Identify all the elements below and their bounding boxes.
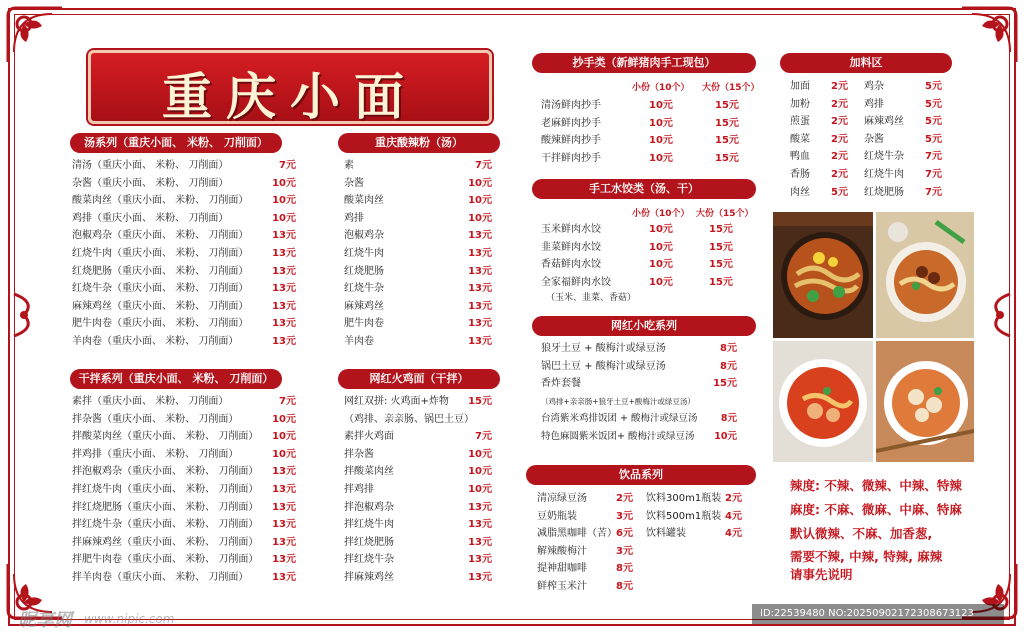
list-item: 网红双拼: 火鸡面+炸物 15元: [344, 396, 492, 407]
list-item: 拌鸡排（重庆小面、 米粉、 刀削面） 10元: [72, 448, 296, 460]
list-item: 羊肉卷 13元: [344, 335, 492, 347]
list-item: 红烧牛杂 7元: [864, 151, 942, 163]
list-item: 拌泡椒鸡杂 13元: [344, 501, 492, 513]
list-item: 香菇鲜肉水饺 10元 15元: [541, 259, 733, 271]
numbness-level-line: 麻度: 不麻、微麻、中麻、特麻: [790, 502, 962, 517]
spice-level-line: 辣度: 不辣、微辣、中辣、特辣: [790, 478, 962, 493]
list-item: 鸡排 10元: [344, 212, 492, 224]
list-item: 韭菜鲜肉水饺 10元 15元: [541, 241, 733, 253]
title-banner: [88, 50, 492, 124]
list-item: 泡椒鸡杂（重庆小面、 米粉、 刀削面） 13元: [72, 230, 296, 242]
list-item: 台湾紫米鸡排饭团 + 酸梅汁或绿豆汤 8元: [541, 413, 737, 425]
snack-section-header: 网红小吃系列: [532, 316, 756, 336]
noodle-photo: [876, 341, 974, 462]
default-line: 默认微辣、不麻、加香葱,: [790, 526, 933, 541]
list-item: 清凉绿豆汤 2元: [537, 493, 633, 504]
list-item: 拌红烧牛杂（重庆小面、 米粉、 刀削面） 13元: [72, 519, 296, 531]
wonton-section-header: 抄手类（新鲜猪肉手工现包）: [532, 53, 756, 73]
dumpling-section-header: 手工水饺类（汤、干）: [532, 179, 756, 199]
list-item: 杂酱 10元: [344, 177, 492, 189]
list-item: 玉米鲜肉水饺 10元 15元: [541, 224, 733, 235]
dumpling-col-large: 大份（15个）: [696, 209, 754, 219]
hotpot-list: [344, 393, 492, 587]
noodle-photo: [773, 212, 873, 338]
list-item: 拌杂酱 10元: [344, 448, 492, 460]
notice-line: 请事先说明: [790, 567, 853, 582]
list-item: 加面 2元: [790, 81, 848, 92]
list-item: 拌红烧肥肠（重庆小面、 米粉、 刀削面） 13元: [72, 501, 296, 513]
list-item: 素拌（重庆小面、 米粉、 刀削面） 7元: [72, 396, 296, 407]
dumpling-col-small: 小份（10个）: [632, 209, 690, 219]
noodle-photo: [876, 212, 974, 338]
corner-ornament-icon: [952, 2, 1022, 72]
list-item: 拌麻辣鸡丝 13元: [344, 571, 492, 583]
list-item: 拌酸菜肉丝 10元: [344, 466, 492, 478]
page-title: 重庆小面: [162, 67, 418, 126]
list-item: 拌羊肉卷（重庆小面、 米粉、 刀削面） 13元: [72, 571, 296, 583]
dry-list: [72, 393, 296, 587]
list-item: 杂酱 5元: [864, 133, 942, 145]
drinks-list-left: [537, 490, 633, 596]
list-item: 拌酸菜肉丝（重庆小面、 米粉、 刀削面） 10元: [72, 431, 296, 443]
list-item: 香炸套餐 15元: [541, 378, 737, 390]
list-item: 酸菜 2元: [790, 133, 848, 145]
dry-section-header: 干拌系列（重庆小面、 米粉、 刀削面）: [70, 369, 282, 389]
list-item: 麻辣鸡丝（重庆小面、 米粉、 刀削面） 13元: [72, 300, 296, 312]
list-item: 拌麻辣鸡丝（重庆小面、 米粉、 刀削面） 13元: [72, 536, 296, 548]
dumpling-list: [541, 221, 747, 291]
list-item: 酸菜肉丝 10元: [344, 195, 492, 207]
list-item: 煎蛋 2元: [790, 116, 848, 128]
list-item: 提神甜咖啡 8元: [537, 563, 633, 575]
list-item: 特色麻圆紫米饭团+ 酸梅汁或绿豆汤 10元: [541, 430, 737, 442]
list-item: 麻辣鸡丝 5元: [864, 116, 942, 128]
list-item: 泡椒鸡杂 13元: [344, 230, 492, 242]
list-item: 拌杂酱（重庆小面、 米粉、 刀削面） 10元: [72, 413, 296, 425]
list-item: 羊肉卷（重庆小面、 米粉、 刀削面） 13元: [72, 335, 296, 347]
list-item: 减脂黑咖啡（苦） 6元: [537, 528, 633, 540]
list-item: 酸辣鲜肉抄手 10元 15元: [541, 135, 739, 147]
side-ornament-icon: [10, 290, 40, 340]
list-item: 豆奶瓶装 3元: [537, 510, 633, 522]
sour-section-header: 重庆酸辣粉（汤）: [338, 133, 500, 153]
snack-list: [541, 340, 737, 446]
list-item: 饮料300m1瓶装 2元: [646, 493, 742, 504]
list-item: 素 7元: [344, 160, 492, 171]
list-item: 红烧牛杂 13元: [344, 283, 492, 295]
image-id-bar: ID:22539480 NO:20250902172308673123: [752, 604, 1004, 624]
wonton-col-small: 小份（10个）: [632, 83, 690, 93]
extras-list-right: [864, 78, 942, 201]
list-item: 干拌鲜肉抄手 10元 15元: [541, 152, 739, 164]
list-item: 饮料500m1瓶装 4元: [646, 510, 742, 522]
list-item: 拌红烧牛肉 13元: [344, 519, 492, 531]
list-item: 加粉 2元: [790, 98, 848, 110]
list-item: 清汤鲜肉抄手 10元 15元: [541, 100, 739, 111]
list-item: 解辣酸梅汁 3元: [537, 545, 633, 557]
list-item: 拌肥牛肉卷（重庆小面、 米粉、 刀削面） 13元: [72, 554, 296, 566]
drinks-list-right: [646, 490, 742, 543]
list-item: 鲜榨玉米汁 8元: [537, 580, 633, 592]
list-item: 全家福鲜肉水饺 10元 15元: [541, 276, 733, 288]
list-item: 鸭血 2元: [790, 151, 848, 163]
list-item: 红烧牛肉 7元: [864, 168, 942, 180]
list-item: 红烧牛肉（重庆小面、 米粉、 刀削面） 13元: [72, 247, 296, 259]
noodle-photo: [773, 341, 873, 462]
list-item: 清汤（重庆小面、 米粉、 刀削面） 7元: [72, 160, 296, 171]
list-item: 老麻鲜肉抄手 10元 15元: [541, 117, 739, 129]
watermark-url: www.nipic.com: [84, 612, 175, 626]
soup-section-header: 汤系列（重庆小面、 米粉、 刀削面）: [70, 133, 282, 153]
spice-info: [790, 474, 1000, 584]
side-ornament-icon: [984, 290, 1014, 340]
list-item: 肉丝 5元: [790, 186, 848, 198]
list-item: 红烧肥肠 13元: [344, 265, 492, 277]
list-item: 素拌火鸡面 7元: [344, 431, 492, 443]
extras-list-left: [790, 78, 848, 201]
list-item: （鸡排、亲亲肠、锅巴土豆）: [344, 413, 474, 425]
wonton-col-large: 大份（15个）: [702, 83, 760, 93]
list-item: （鸡排+亲亲肠+狼牙土豆+酸梅汁或绿豆汤）: [541, 396, 695, 406]
request-line: 需要不辣, 中辣, 特辣, 麻辣: [790, 549, 943, 564]
list-item: 红烧牛肉 13元: [344, 247, 492, 259]
extras-section-header: 加料区: [780, 53, 952, 73]
list-item: 红烧牛杂（重庆小面、 米粉、 刀削面） 13元: [72, 283, 296, 295]
list-item: 红烧肥肠 7元: [864, 186, 942, 198]
list-item: 拌红烧牛肉（重庆小面、 米粉、 刀削面） 13元: [72, 483, 296, 495]
corner-ornament-icon: [2, 2, 72, 72]
list-item: 狼牙土豆 + 酸梅汁或绿豆汤 8元: [541, 343, 737, 354]
dumpling-note: （玉米、韭菜、香菇）: [546, 293, 637, 303]
list-item: 拌红烧肥肠 13元: [344, 536, 492, 548]
list-item: 鸡排 5元: [864, 98, 942, 110]
list-item: 饮料罐装 4元: [646, 528, 742, 540]
soup-list: [72, 157, 296, 351]
list-item: 拌泡椒鸡杂（重庆小面、 米粉、 刀削面） 13元: [72, 466, 296, 478]
list-item: 鸡排（重庆小面、 米粉、 刀削面） 10元: [72, 212, 296, 224]
sour-list: [344, 157, 492, 351]
list-item: 锅巴土豆 + 酸梅汁或绿豆汤 8元: [541, 360, 737, 372]
watermark-logo: 昵享网: [18, 610, 72, 631]
list-item: 拌红烧牛杂 13元: [344, 554, 492, 566]
wonton-list: [541, 97, 747, 167]
drinks-section-header: 饮品系列: [526, 465, 756, 485]
list-item: 麻辣鸡丝 13元: [344, 300, 492, 312]
list-item: 鸡杂 5元: [864, 81, 942, 92]
list-item: 肥牛肉卷（重庆小面、 米粉、 刀削面） 13元: [72, 318, 296, 330]
list-item: 杂酱（重庆小面、 米粉、 刀削面） 10元: [72, 177, 296, 189]
list-item: 肥牛肉卷 13元: [344, 318, 492, 330]
hotpot-section-header: 网红火鸡面（干拌）: [338, 369, 500, 389]
list-item: 香肠 2元: [790, 168, 848, 180]
list-item: 拌鸡排 10元: [344, 483, 492, 495]
list-item: 红烧肥肠（重庆小面、 米粉、 刀削面） 13元: [72, 265, 296, 277]
list-item: 酸菜肉丝（重庆小面、 米粉、 刀削面） 10元: [72, 195, 296, 207]
